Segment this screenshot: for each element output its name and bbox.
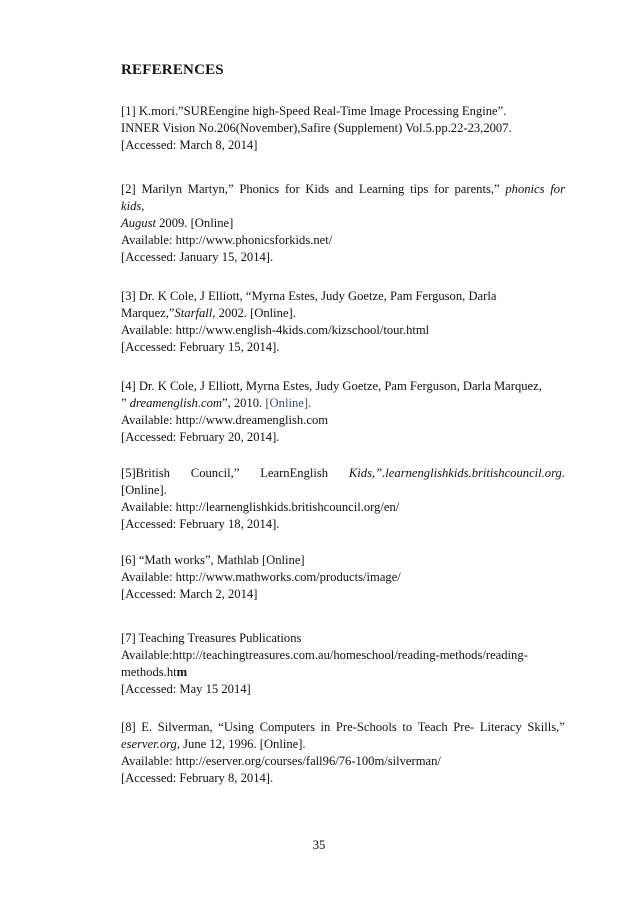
reference-2-line-1: [2] Marilyn Martyn,” Phonics for Kids and Learning tips for parents,” phonics for (121, 182, 565, 196)
reference-5-line-3: Available: http://learnenglishkids.britishcouncil.org/en/ (121, 500, 400, 514)
reference-4-line-4: [Accessed: February 20, 2014]. (121, 430, 280, 444)
reference-8 (121, 719, 565, 787)
reference-6-line-2: Available: http://www.mathworks.com/products/image/ (121, 570, 401, 584)
reference-4-line-3: Available: http://www.dreamenglish.com (121, 413, 329, 427)
reference-8-line-3: Available: http://eserver.org/courses/fall96/76-100m/silverman/ (121, 754, 441, 768)
page-number: 35 (312, 838, 326, 852)
reference-1-line-2: INNER Vision No.206(November),Safire (Supplement) Vol.5.pp.22-23,2007. (121, 121, 512, 135)
references-heading: REFERENCES (121, 62, 224, 78)
reference-7-line-2: Available:http://teachingtreasures.com.au/homeschool/reading-methods/reading- (121, 648, 528, 662)
reference-4-line-1: [4] Dr. K Cole, J Elliott, Myrna Estes, Judy Goetze, Pam Ferguson, Darla Marquez, (121, 379, 542, 393)
reference-5 (121, 465, 565, 533)
reference-2-line-3: August 2009. [Online] (121, 216, 234, 230)
reference-2 (121, 181, 565, 266)
reference-4-line-2: ” dreamenglish.com”, 2010. [Online]. (121, 396, 312, 410)
reference-8-line-4: [Accessed: February 8, 2014]. (121, 771, 274, 785)
reference-3-line-1: [3] Dr. K Cole, J Elliott, “Myrna Estes, Judy Goetze, Pam Ferguson, Darla (121, 289, 497, 303)
reference-6-line-1: [6] “Math works”, Mathlab [Online] (121, 553, 305, 567)
reference-5-line-4: [Accessed: February 18, 2014]. (121, 517, 280, 531)
reference-5-line-1: [5]British Council,” LearnEnglish Kids,”.learnenglishkids.britishcouncil.org. (121, 466, 565, 480)
reference-3-line-2: Marquez,”Starfall, 2002. [Online]. (121, 306, 296, 320)
reference-7-line-1: [7] Teaching Treasures Publications (121, 631, 302, 645)
reference-2-line-2: kids, (121, 199, 145, 213)
reference-1-line-3: [Accessed: March 8, 2014] (121, 138, 258, 152)
reference-1-line-1: [1] K.mori.”SUREengine high-Speed Real-Time Image Processing Engine”. (121, 104, 507, 118)
reference-2-line-5: [Accessed: January 15, 2014]. (121, 250, 274, 264)
reference-7 (121, 630, 565, 698)
reference-5-line-2: [Online]. (121, 483, 167, 497)
reference-4 (121, 378, 565, 446)
reference-7-line-3: methods.htm (121, 665, 188, 679)
reference-2-line-4: Available: http://www.phonicsforkids.net/ (121, 233, 333, 247)
reference-8-line-2: eserver.org, June 12, 1996. [Online]. (121, 737, 306, 751)
reference-6 (121, 552, 565, 603)
reference-3-line-3: Available: http://www.english-4kids.com/kizschool/tour.html (121, 323, 430, 337)
reference-3-line-4: [Accessed: February 15, 2014]. (121, 340, 280, 354)
reference-8-line-1: [8] E. Silverman, “Using Computers in Pre-Schools to Teach Pre- Literacy Skills,” (121, 720, 565, 734)
reference-6-line-3: [Accessed: March 2, 2014] (121, 587, 258, 601)
reference-1 (121, 103, 565, 154)
reference-3 (121, 288, 565, 356)
reference-7-line-4: [Accessed: May 15 2014] (121, 682, 251, 696)
